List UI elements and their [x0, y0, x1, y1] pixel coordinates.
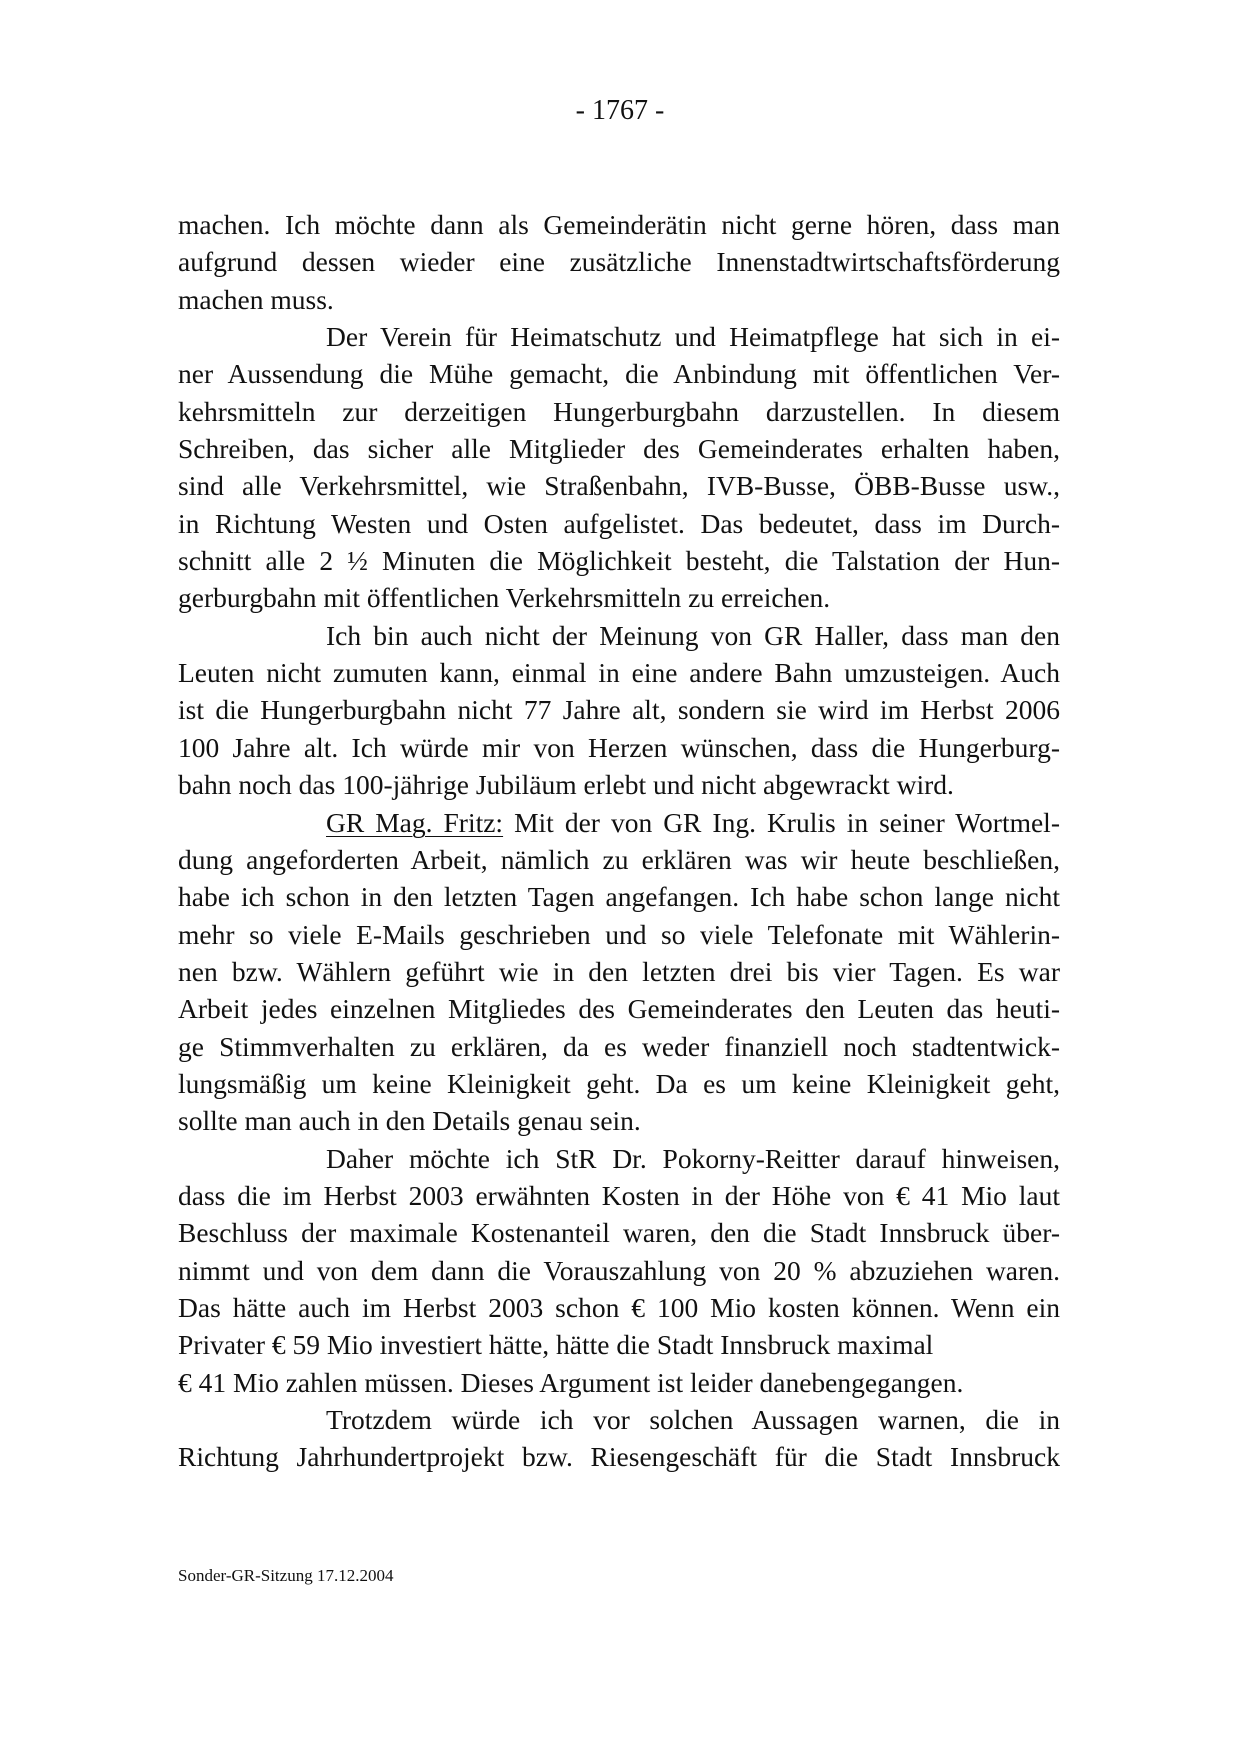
speaker-text: Mit der von GR Ing. Krulis in seiner Wortmel-: [503, 806, 1060, 838]
text-line: ner Aussendung die Mühe gemacht, die Anbindung mit öffentlichen Ver-: [178, 358, 1060, 390]
text-line: ist die Hungerburgbahn nicht 77 Jahre alt, sondern sie wird im Herbst 2006: [178, 694, 1060, 726]
text-line: Leuten nicht zumuten kann, einmal in eine andere Bahn umzusteigen. Auch: [178, 657, 1060, 689]
text-line: Schreiben, das sicher alle Mitglieder des Gemeinderates erhalten haben,: [178, 433, 1060, 465]
text-line: habe ich schon in den letzten Tagen angefangen. Ich habe schon lange nicht: [178, 881, 1060, 913]
text-line: bahn noch das 100-jährige Jubiläum erlebt und nicht abgewrackt wird.: [178, 769, 954, 801]
text-line: schnitt alle 2 ½ Minuten die Möglichkeit besteht, die Talstation der Hun-: [178, 545, 1060, 577]
text-line: kehrsmitteln zur derzeitigen Hungerburgbahn darzustellen. In diesem: [178, 395, 1060, 427]
page-number: - 1767 -: [575, 95, 665, 126]
text-line: 100 Jahre alt. Ich würde mir von Herzen wünschen, dass die Hungerburg-: [178, 731, 1060, 763]
text-line: sollte man auch in den Details genau sein.: [178, 1105, 641, 1137]
text-line: € 41 Mio zahlen müssen. Dieses Argument ist leider danebengegangen.: [178, 1366, 964, 1398]
text-line-with-speaker: [178, 804, 1060, 841]
text-line: Richtung Jahrhundertprojekt bzw. Riesengeschäft für die Stadt Innsbruck: [178, 1441, 1060, 1473]
text-line: ge Stimmverhalten zu erklären, da es weder finanziell noch stadtentwick-: [178, 1030, 1060, 1062]
text-line: lungsmäßig um keine Kleinigkeit geht. Da es um keine Kleinigkeit geht,: [178, 1067, 1060, 1099]
footer-session-label: Sonder-GR-Sitzung 17.12.2004: [178, 1566, 394, 1585]
text-line: gerburgbahn mit öffentlichen Verkehrsmitteln zu erreichen.: [178, 582, 831, 614]
text-line: Trotzdem würde ich vor solchen Aussagen warnen, die in: [326, 1404, 1060, 1435]
text-line: machen muss.: [178, 283, 334, 315]
text-line: sind alle Verkehrsmittel, wie Straßenbahn, IVB-Busse, ÖBB-Busse usw.,: [178, 470, 1060, 502]
text-line: machen. Ich möchte dann als Gemeinderätin nicht gerne hören, dass man: [178, 209, 1060, 240]
text-line: dass die im Herbst 2003 erwähnten Kosten in der Höhe von € 41 Mio laut: [178, 1179, 1060, 1211]
text-line: Das hätte auch im Herbst 2003 schon € 100 Mio kosten können. Wenn ein: [178, 1291, 1060, 1323]
text-line: Privater € 59 Mio investiert hätte, hätte die Stadt Innsbruck maximal: [178, 1329, 934, 1361]
text-line: nimmt und von dem dann die Vorauszahlung von 20 % abzuziehen waren.: [178, 1254, 1060, 1286]
speaker-name: GR Mag. Fritz:: [326, 806, 504, 838]
text-line: aufgrund dessen wieder eine zusätzliche Innenstadtwirtschaftsförderung: [178, 246, 1060, 278]
text-line: nen bzw. Wählern geführt wie in den letzten drei bis vier Tagen. Es war: [178, 955, 1060, 987]
text-line: Daher möchte ich StR Dr. Pokorny-Reitter darauf hinweisen,: [326, 1142, 1060, 1174]
text-line: Der Verein für Heimatschutz und Heimatpflege hat sich in ei-: [326, 321, 1060, 353]
text-line: Ich bin auch nicht der Meinung von GR Haller, dass man den: [326, 619, 1060, 651]
text-line: mehr so viele E-Mails geschrieben und so viele Telefonate mit Wählerin-: [178, 918, 1060, 950]
text-line: in Richtung Westen und Osten aufgelistet. Das bedeutet, dass im Durch-: [178, 507, 1060, 539]
document-body: [178, 206, 1060, 1476]
text-line: Arbeit jedes einzelnen Mitgliedes des Gemeinderates den Leuten das heuti-: [178, 993, 1060, 1025]
text-line: Beschluss der maximale Kostenanteil waren, den die Stadt Innsbruck über-: [178, 1217, 1060, 1249]
text-line: dung angeforderten Arbeit, nämlich zu erklären was wir heute beschließen,: [178, 843, 1060, 875]
